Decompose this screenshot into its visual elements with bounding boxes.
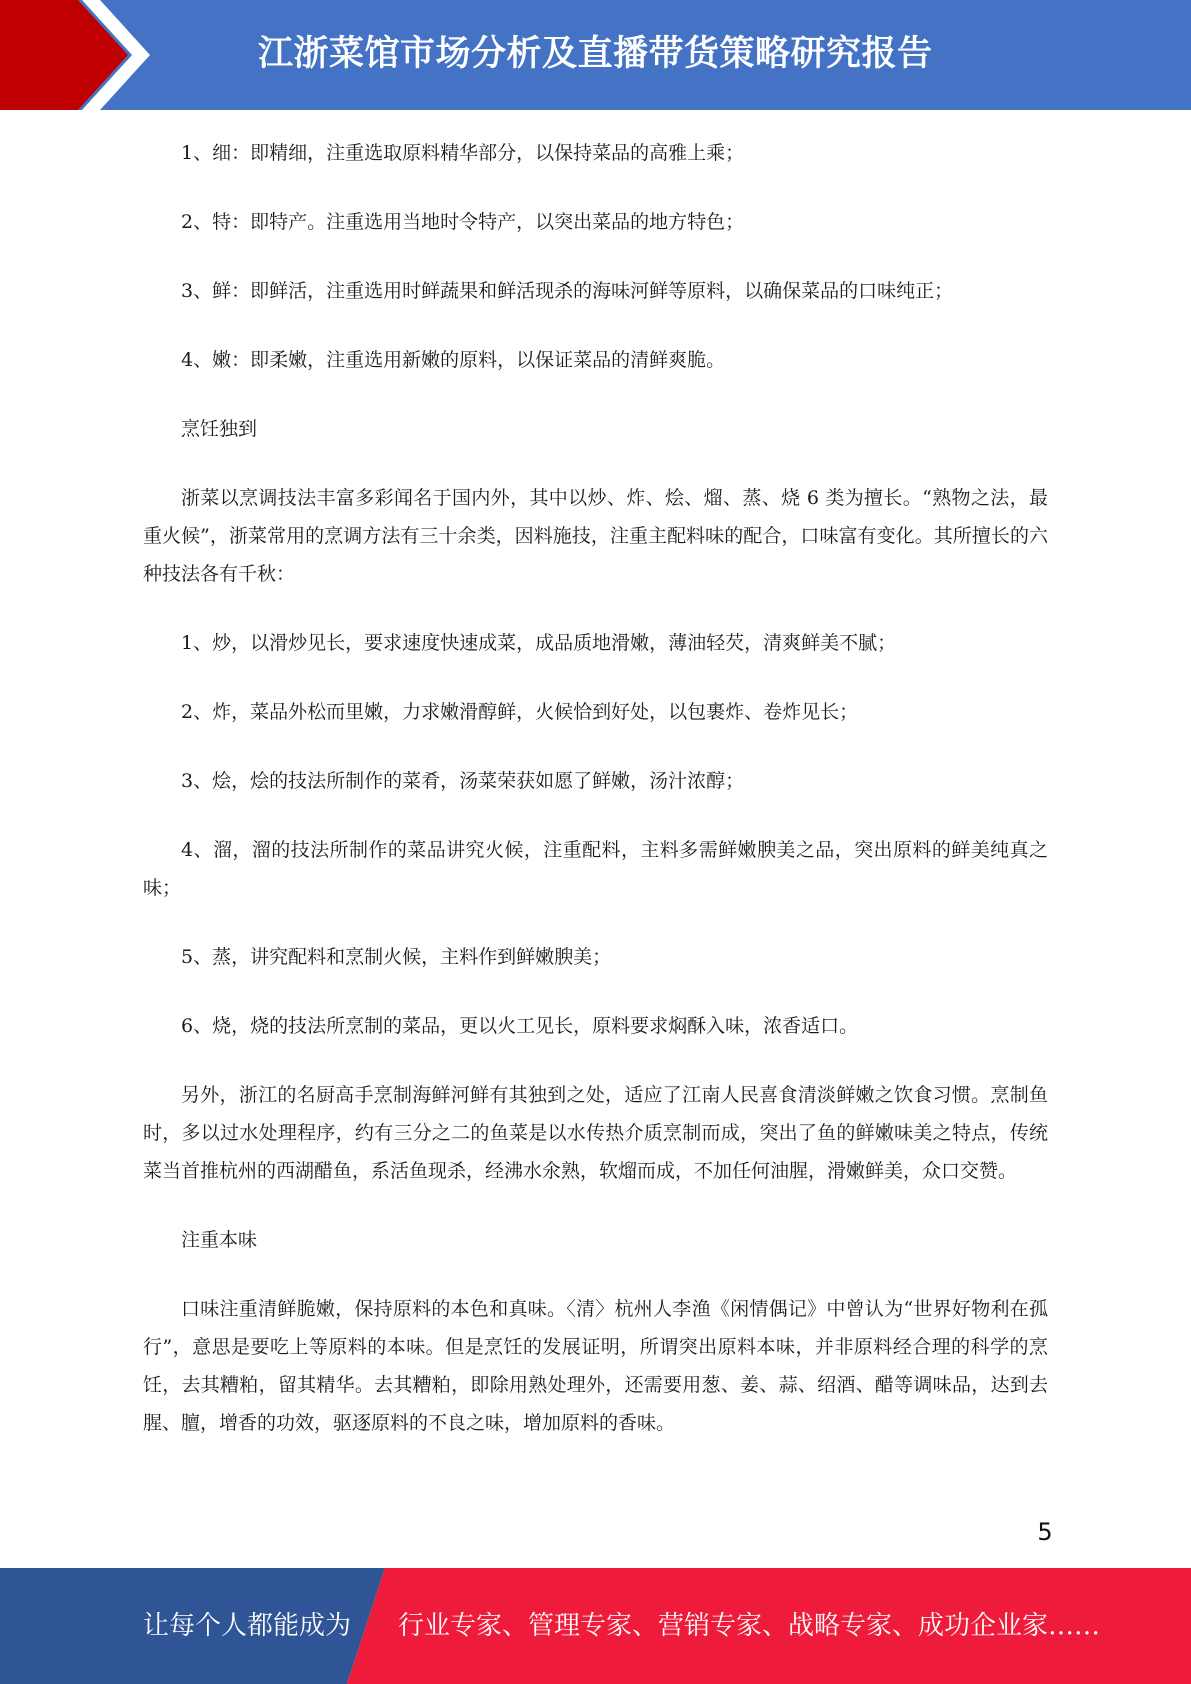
- list-item-nen: 4、嫩：即柔嫩，注重选用新嫩的原料，以保证菜品的清鲜爽脆。: [181, 349, 726, 371]
- list-item-zha: 2、炸，菜品外松而里嫩，力求嫩滑醇鲜，火候恰到好处，以包裹炸、卷炸见长；: [181, 701, 859, 723]
- list-item-xian: 3、鲜：即鲜活，注重选用时鲜蔬果和鲜活现杀的海味河鲜等原料，以确保菜品的口味纯正；: [181, 280, 954, 302]
- header-arrow-decoration: [0, 0, 160, 110]
- section-heading-cooking: 烹饪独到: [181, 418, 258, 440]
- body-content: [143, 134, 1048, 1473]
- paragraph-seafood: 另外，浙江的名厨高手烹制海鲜河鲜有其独到之处，适应了江南人民喜食清淡鲜嫩之饮食习惯。烹制鱼时，多以过水处理程序，约有三分之二的鱼菜是以水传热介质烹制而成，突出了鱼的鲜嫩味美之特点，传统菜当首推杭州的西湖醋鱼，系活鱼现杀，经沸水氽熟，软熘而成，不加任何油腥，滑嫩鲜美，众口交赞。: [143, 1084, 1048, 1182]
- list-item-xi: 1、细：即精细，注重选取原料精华部分，以保持菜品的高雅上乘；: [181, 142, 745, 164]
- list-item-hui: 3、烩，烩的技法所制作的菜肴，汤菜荣获如愿了鲜嫩，汤汁浓醇；: [181, 770, 745, 792]
- list-item-liu: 4、溜，溜的技法所制作的菜品讲究火候，注重配料，主料多需鲜嫩腴美之品，突出原料的鲜美纯真之味；: [143, 839, 1048, 899]
- document-title: 江浙菜馆市场分析及直播带货策略研究报告: [258, 34, 933, 74]
- list-item-te: 2、特：即特产。注重选用当地时令特产，以突出菜品的地方特色；: [181, 211, 745, 233]
- page-header: [0, 0, 1191, 110]
- paragraph-cooking-intro: 浙菜以烹调技法丰富多彩闻名于国内外，其中以炒、炸、烩、熘、蒸、烧 6 类为擅长。“熟物之法，最重火候”，浙菜常用的烹调方法有三十余类，因料施技，注重主配料味的配合，口味富有变化。其所擅长的六种技法各有千秋：: [143, 487, 1048, 585]
- page-footer: [0, 1568, 1191, 1684]
- footer-slogan-left: 让每个人都能成为: [143, 1611, 352, 1641]
- list-item-shao: 6、烧，烧的技法所烹制的菜品，更以火工见长，原料要求焖酥入味，浓香适口。: [181, 1015, 859, 1037]
- section-heading-original-taste: 注重本味: [181, 1229, 258, 1251]
- list-item-chao: 1、炒，以滑炒见长，要求速度快速成菜，成品质地滑嫩，薄油轻芡，清爽鲜美不腻；: [181, 632, 897, 654]
- paragraph-original-taste: 口味注重清鲜脆嫩，保持原料的本色和真味。〈清〉杭州人李渔《闲情偶记》中曾认为“世界好物利在孤行”，意思是要吃上等原料的本味。但是烹饪的发展证明，所谓突出原料本味，并非原料经合理的科学的烹饪，去其糟粕，留其精华。去其糟粕，即除用熟处理外，还需要用葱、姜、蒜、绍酒、醋等调味品，达到去腥、膻，增香的功效，驱逐原料的不良之味，增加原料的香味。: [143, 1298, 1048, 1434]
- footer-slogan-right: 行业专家、管理专家、营销专家、战略专家、成功企业家……: [398, 1611, 1101, 1641]
- page-number: 5: [1037, 1518, 1053, 1546]
- list-item-zheng: 5、蒸，讲究配料和烹制火候，主料作到鲜嫩腴美；: [181, 946, 612, 968]
